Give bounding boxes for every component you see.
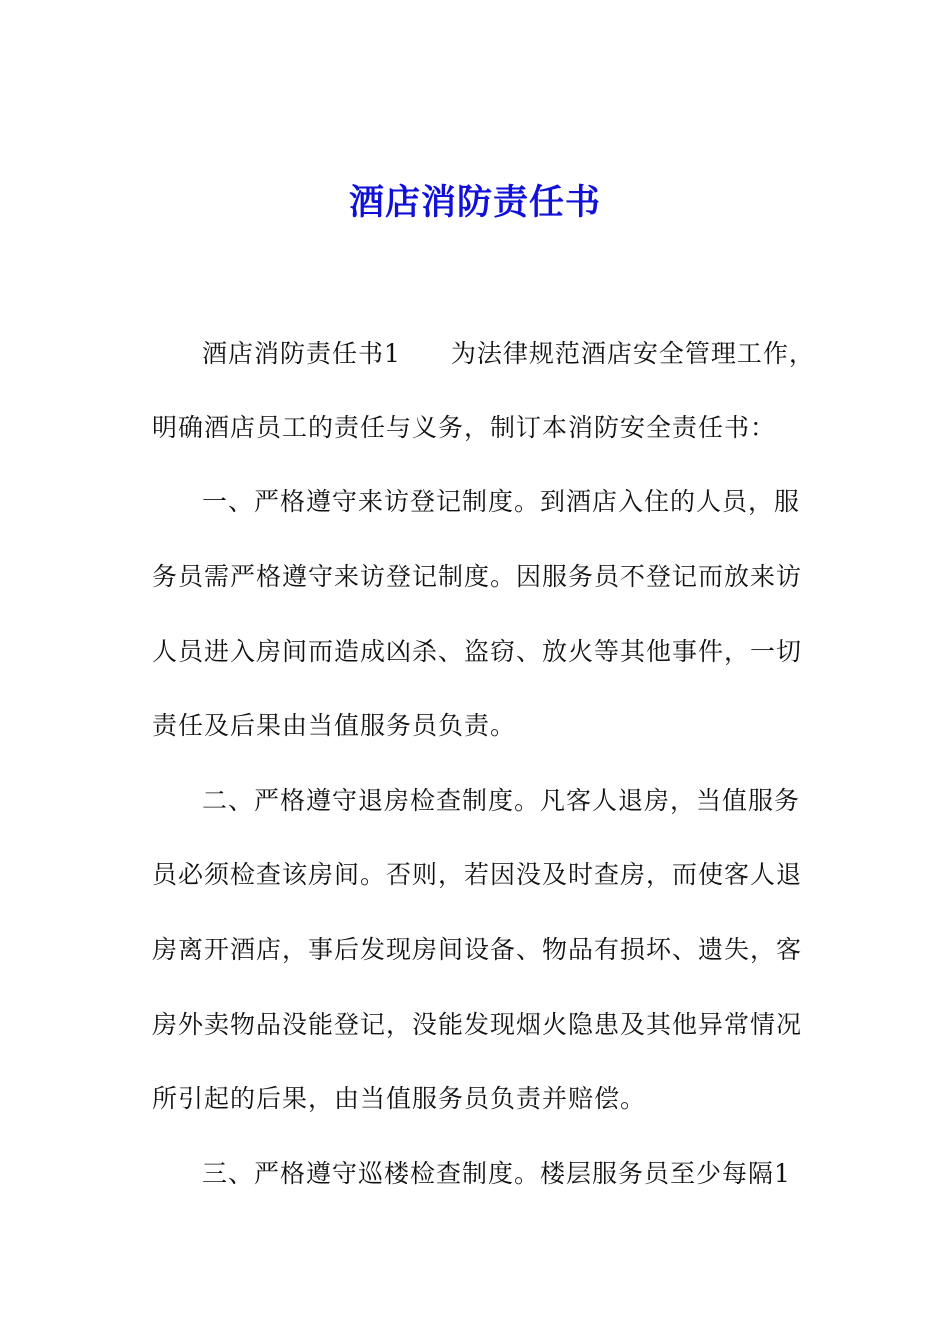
- paragraph-line: 一、严格遵守来访登记制度。到酒店入住的人员，服: [202, 487, 801, 516]
- paragraph-line: 三、严格遵守巡楼检查制度。楼层服务员至少每隔1: [202, 1159, 791, 1188]
- paragraph-line: 所引起的后果，由当值服务员负责并赔偿。: [152, 1084, 647, 1113]
- heading-inline: 酒店消防责任书1: [202, 339, 401, 368]
- paragraph-line: 务员需严格遵守来访登记制度。因服务员不登记而放来访: [152, 562, 803, 591]
- paragraph-line: [202, 336, 815, 372]
- paragraph-line: 责任及后果由当值服务员负责。: [152, 711, 517, 740]
- paragraph-line: 明确酒店员工的责任与义务，制订本消防安全责任书：: [152, 413, 777, 442]
- document-title: 酒店消防责任书: [348, 182, 601, 223]
- paragraph-line: 二、严格遵守退房检查制度。凡客人退房，当值服务: [202, 786, 801, 815]
- paragraph-line: 人员进入房间而造成凶杀、盗窃、放火等其他事件，一切: [152, 637, 803, 666]
- intro-text: 为法律规范酒店安全管理工作，: [450, 339, 815, 368]
- paragraph-line: 房离开酒店，事后发现房间设备、物品有损坏、遗失，客: [152, 935, 803, 964]
- paragraph-line: 员必须检查该房间。否则，若因没及时查房，而使客人退: [152, 860, 803, 889]
- paragraph-line: 房外卖物品没能登记，没能发现烟火隐患及其他异常情况: [152, 1010, 803, 1039]
